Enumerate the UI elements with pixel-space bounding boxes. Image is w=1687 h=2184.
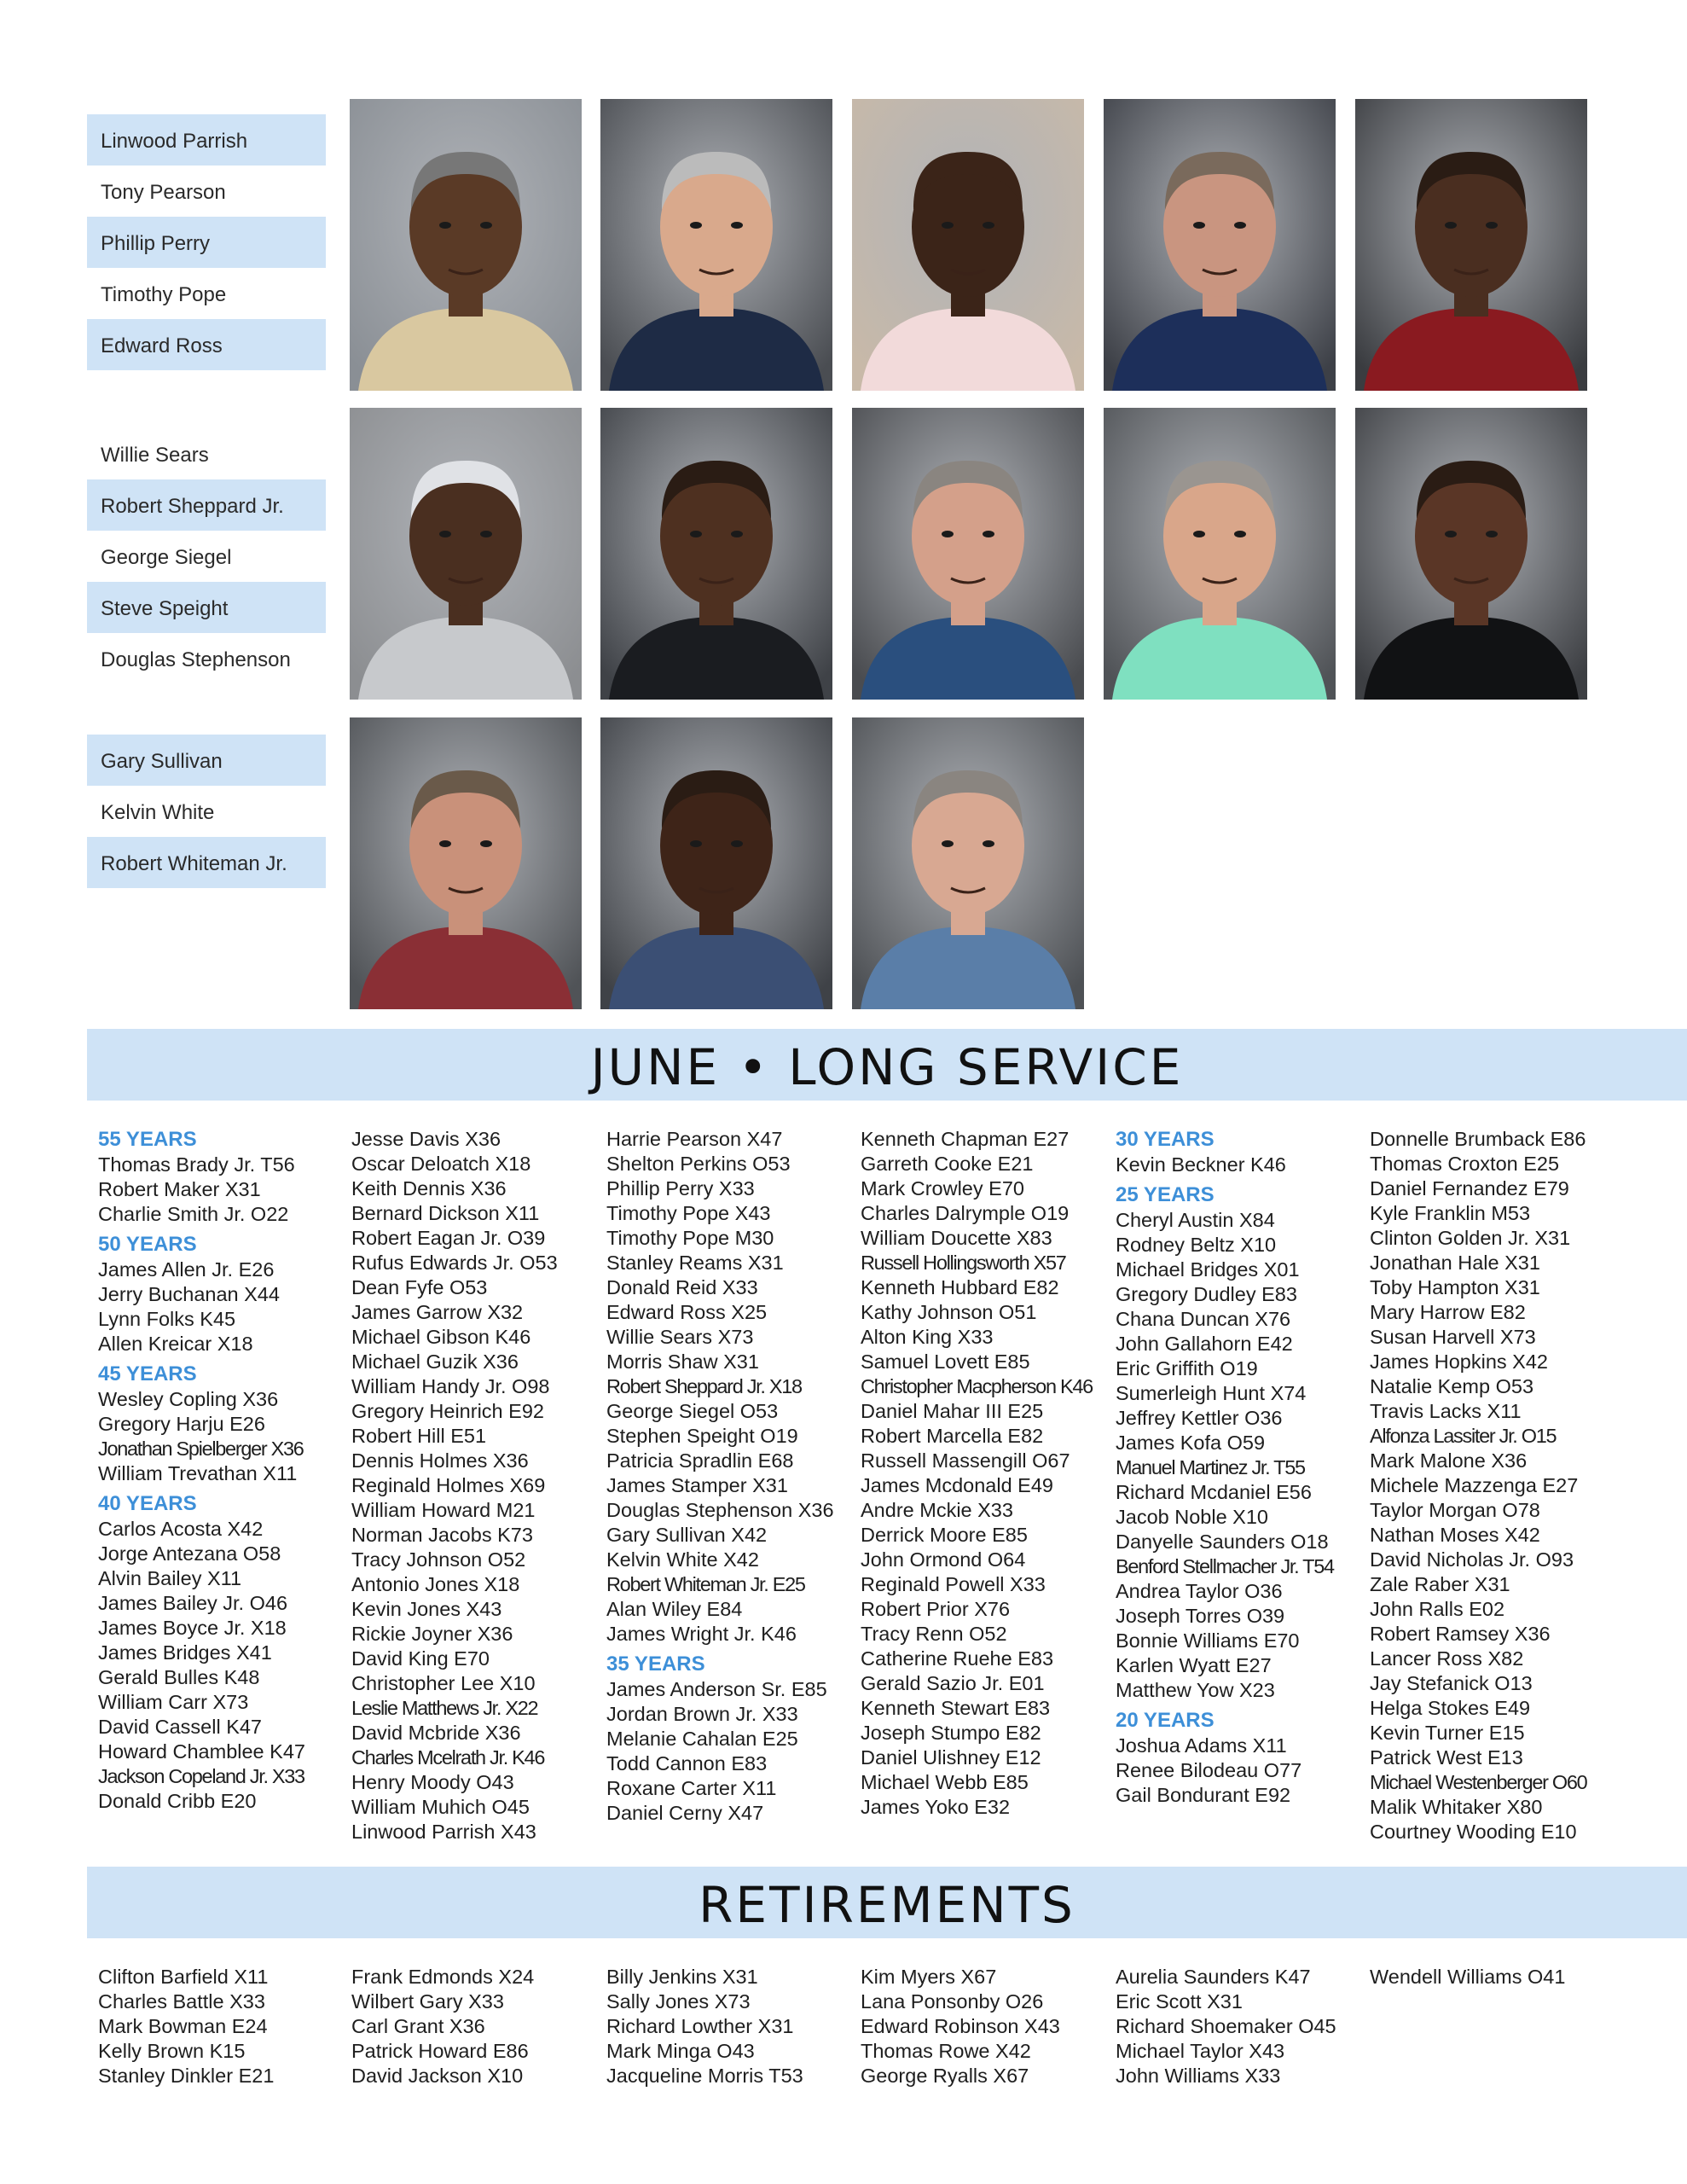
service-entry: William Muhich O45 — [351, 1796, 530, 1818]
years-heading: 45 YEARS — [98, 1362, 197, 1385]
service-entry: John Ormond O64 — [861, 1548, 1026, 1571]
service-entry: Sumerleigh Hunt X74 — [1116, 1382, 1307, 1404]
years-heading: 55 YEARS — [98, 1128, 197, 1151]
service-entry: Charles Battle X33 — [98, 1990, 265, 2013]
service-entry: Andrea Taylor O36 — [1116, 1580, 1283, 1602]
service-entry: Edward Ross X25 — [606, 1301, 768, 1323]
service-entry: Wesley Copling X36 — [98, 1388, 279, 1410]
service-entry: Timothy Pope X43 — [606, 1202, 771, 1224]
service-entry: Aurelia Saunders K47 — [1116, 1966, 1311, 1988]
years-heading: 25 YEARS — [1116, 1183, 1215, 1206]
employee-name: Timothy Pope — [101, 283, 227, 306]
service-entry: Michael Taylor X43 — [1116, 2040, 1285, 2062]
service-entry: Linwood Parrish X43 — [351, 1821, 536, 1843]
employee-name: George Siegel — [101, 546, 232, 569]
employee-portrait — [1355, 99, 1587, 391]
service-entry: Joshua Adams X11 — [1116, 1734, 1287, 1757]
service-entry: Kevin Beckner K46 — [1116, 1153, 1286, 1176]
service-entry: Robert Sheppard Jr. X18 — [606, 1375, 802, 1397]
service-entry: James Anderson Sr. E85 — [606, 1678, 827, 1700]
service-entry: Gregory Harju E26 — [98, 1413, 265, 1435]
service-entry: Toby Hampton X31 — [1370, 1276, 1540, 1298]
service-entry: Kevin Turner E15 — [1370, 1722, 1525, 1744]
service-entry: Joseph Stumpo E82 — [861, 1722, 1041, 1744]
service-entry: Tracy Johnson O52 — [351, 1548, 526, 1571]
employee-portrait — [852, 99, 1084, 391]
service-entry: Dennis Holmes X36 — [351, 1449, 529, 1472]
service-entry: James Wright Jr. K46 — [606, 1623, 797, 1645]
service-entry: Charlie Smith Jr. O22 — [98, 1203, 289, 1225]
service-entry: George Ryalls X67 — [861, 2065, 1029, 2087]
service-entry: Shelton Perkins O53 — [606, 1153, 791, 1175]
service-entry: Jeffrey Kettler O36 — [1116, 1407, 1283, 1429]
service-entry: Mark Minga O43 — [606, 2040, 755, 2062]
service-entry: David Jackson X10 — [351, 2065, 524, 2087]
name-column — [351, 1127, 599, 1844]
service-entry: Donald Cribb E20 — [98, 1790, 257, 1812]
service-entry: Robert Eagan Jr. O39 — [351, 1227, 546, 1249]
service-entry: Charles Dalrymple O19 — [861, 1202, 1070, 1224]
service-entry: Samuel Lovett E85 — [861, 1350, 1030, 1373]
name-list-row-1 — [87, 114, 326, 370]
service-entry: William Doucette X83 — [861, 1227, 1052, 1249]
years-heading: 40 YEARS — [98, 1492, 197, 1515]
service-entry: Jackson Copeland Jr. X33 — [98, 1765, 304, 1787]
service-entry: Keith Dennis X36 — [351, 1177, 507, 1199]
service-entry: Kathy Johnson O51 — [861, 1301, 1037, 1323]
service-entry: Leslie Matthews Jr. X22 — [351, 1697, 538, 1719]
service-entry: Robert Marcella E82 — [861, 1425, 1044, 1447]
employee-portrait — [1104, 408, 1336, 700]
service-entry: Todd Cannon E83 — [606, 1752, 768, 1774]
service-entry: William Handy Jr. O98 — [351, 1375, 550, 1397]
service-entry: Benford Stellmacher Jr. T54 — [1116, 1555, 1334, 1577]
service-entry: Thomas Brady Jr. T56 — [98, 1153, 295, 1176]
employee-portrait — [600, 408, 832, 700]
service-entry: Natalie Kemp O53 — [1370, 1375, 1534, 1397]
service-entry: Eric Scott X31 — [1116, 1990, 1243, 2013]
service-entry: Eric Griffith O19 — [1116, 1357, 1258, 1380]
service-entry: James Boyce Jr. X18 — [98, 1617, 287, 1639]
service-entry: Alvin Bailey X11 — [98, 1567, 242, 1589]
service-entry: Kenneth Stewart E83 — [861, 1697, 1051, 1719]
service-entry: Helga Stokes E49 — [1370, 1697, 1531, 1719]
service-entry: Stanley Reams X31 — [606, 1252, 784, 1274]
service-entry: Melanie Cahalan E25 — [606, 1728, 798, 1750]
service-entry: Robert Hill E51 — [351, 1425, 487, 1447]
service-entry: Frank Edmonds X24 — [351, 1966, 535, 1988]
service-entry: Carl Grant X36 — [351, 2015, 485, 2037]
service-entry: Christopher Macpherson K46 — [861, 1375, 1093, 1397]
service-entry: Dean Fyfe O53 — [351, 1276, 488, 1298]
employee-name: Robert Whiteman Jr. — [87, 837, 326, 888]
service-entry: Matthew Yow X23 — [1116, 1679, 1275, 1701]
service-entry: Jacob Noble X10 — [1116, 1506, 1268, 1528]
service-entry: Rickie Joyner X36 — [351, 1623, 513, 1645]
retirements-title: RETIREMENTS — [699, 1876, 1075, 1934]
service-entry: Kenneth Hubbard E82 — [861, 1276, 1059, 1298]
service-entry: Gregory Heinrich E92 — [351, 1400, 544, 1422]
service-entry: Michael Gibson K46 — [351, 1326, 531, 1348]
name-column — [1370, 1127, 1617, 1844]
employee-name: Kelvin White — [101, 801, 215, 824]
service-entry: Russell Massengill O67 — [861, 1449, 1070, 1472]
service-entry: Stanley Dinkler E21 — [98, 2065, 275, 2087]
service-entry: Garreth Cooke E21 — [861, 1153, 1034, 1175]
service-entry: Susan Harvell X73 — [1370, 1326, 1536, 1348]
service-entry: Richard Mcdaniel E56 — [1116, 1481, 1312, 1503]
service-entry: Alfonza Lassiter Jr. O15 — [1370, 1425, 1557, 1447]
service-entry: James Hopkins X42 — [1370, 1350, 1548, 1373]
years-heading: 35 YEARS — [606, 1653, 705, 1676]
service-entry: Robert Ramsey X36 — [1370, 1623, 1551, 1645]
service-entry: Bonnie Williams E70 — [1116, 1629, 1300, 1652]
service-entry: Jonathan Spielberger X36 — [98, 1438, 304, 1460]
service-entry: Gail Bondurant E92 — [1116, 1784, 1291, 1806]
service-entry: Michael Webb E85 — [861, 1771, 1029, 1793]
service-entry: Jacqueline Morris T53 — [606, 2065, 803, 2087]
name-column — [98, 1965, 345, 2088]
service-entry: Roxane Carter X11 — [606, 1777, 777, 1799]
service-entry: Bernard Dickson X11 — [351, 1202, 540, 1224]
service-entry: John Williams X33 — [1116, 2065, 1281, 2087]
service-entry: Taylor Morgan O78 — [1370, 1499, 1540, 1521]
service-entry: Daniel Fernandez E79 — [1370, 1177, 1569, 1199]
service-entry: Wilbert Gary X33 — [351, 1990, 504, 2013]
service-entry: Stephen Speight O19 — [606, 1425, 798, 1447]
service-entry: Patrick West E13 — [1370, 1746, 1523, 1769]
service-entry: Donald Reid X33 — [606, 1276, 758, 1298]
years-heading: 50 YEARS — [98, 1233, 197, 1256]
service-entry: Cheryl Austin X84 — [1116, 1209, 1275, 1231]
years-heading: 30 YEARS — [1116, 1128, 1215, 1151]
service-entry: Gerald Bulles K48 — [98, 1666, 260, 1688]
service-entry: Antonio Jones X18 — [351, 1573, 520, 1595]
employee-portrait — [600, 717, 832, 1009]
name-list-row-3 — [87, 735, 326, 888]
service-entry: Lancer Ross X82 — [1370, 1647, 1524, 1670]
service-entry: Reginald Holmes X69 — [351, 1474, 546, 1496]
service-entry: Daniel Mahar III E25 — [861, 1400, 1044, 1422]
employee-name: Tony Pearson — [101, 181, 226, 204]
service-entry: Kenneth Chapman E27 — [861, 1128, 1070, 1150]
service-entry: David Nicholas Jr. O93 — [1370, 1548, 1574, 1571]
service-entry: Derrick Moore E85 — [861, 1524, 1028, 1546]
service-entry: Kelly Brown K15 — [98, 2040, 246, 2062]
service-entry: Robert Maker X31 — [98, 1178, 261, 1200]
retirements-header — [87, 1867, 1687, 1938]
service-entry: Daniel Ulishney E12 — [861, 1746, 1041, 1769]
service-entry: Clinton Golden Jr. X31 — [1370, 1227, 1571, 1249]
service-entry: Alton King X33 — [861, 1326, 994, 1348]
service-entry: Willie Sears X73 — [606, 1326, 754, 1348]
service-entry: James Stamper X31 — [606, 1474, 788, 1496]
service-entry: David Cassell K47 — [98, 1716, 263, 1738]
employee-name: Willie Sears — [101, 444, 209, 467]
service-entry: Thomas Rowe X42 — [861, 2040, 1031, 2062]
service-entry: William Carr X73 — [98, 1691, 249, 1713]
name-column — [606, 1127, 854, 1826]
name-column — [351, 1965, 599, 2088]
service-entry: Courtney Wooding E10 — [1370, 1821, 1577, 1843]
service-entry: Michael Bridges X01 — [1116, 1258, 1300, 1281]
employee-portrait — [350, 99, 582, 391]
service-entry: Jesse Davis X36 — [351, 1128, 501, 1150]
service-entry: Rodney Beltz X10 — [1116, 1234, 1277, 1256]
employee-portrait — [350, 717, 582, 1009]
service-entry: Wendell Williams O41 — [1370, 1966, 1566, 1988]
service-entry: Malik Whitaker X80 — [1370, 1796, 1543, 1818]
service-entry: Alan Wiley E84 — [606, 1598, 743, 1620]
service-entry: Michael Westenberger O60 — [1370, 1771, 1587, 1793]
service-entry: Zale Raber X31 — [1370, 1573, 1510, 1595]
long-service-title: JUNE • LONG SERVICE — [590, 1038, 1184, 1096]
service-entry: James Garrow X32 — [351, 1301, 524, 1323]
service-entry: Renee Bilodeau O77 — [1116, 1759, 1302, 1781]
service-entry: Charles Mcelrath Jr. K46 — [351, 1746, 545, 1769]
service-entry: Travis Lacks X11 — [1370, 1400, 1522, 1422]
service-entry: Michael Guzik X36 — [351, 1350, 519, 1373]
name-column — [861, 1965, 1108, 2088]
service-entry: Richard Shoemaker O45 — [1116, 2015, 1336, 2037]
service-entry: Morris Shaw X31 — [606, 1350, 759, 1373]
service-entry: Mary Harrow E82 — [1370, 1301, 1526, 1323]
service-entry: James Bridges X41 — [98, 1641, 272, 1664]
service-entry: Edward Robinson X43 — [861, 2015, 1060, 2037]
service-entry: Mark Crowley E70 — [861, 1177, 1024, 1199]
service-entry: Billy Jenkins X31 — [606, 1966, 758, 1988]
service-entry: Richard Lowther X31 — [606, 2015, 794, 2037]
employee-name: Douglas Stephenson — [101, 648, 291, 671]
service-entry: Rufus Edwards Jr. O53 — [351, 1252, 558, 1274]
service-entry: Mark Malone X36 — [1370, 1449, 1528, 1472]
service-entry: Howard Chamblee K47 — [98, 1740, 305, 1763]
employee-name: Phillip Perry — [87, 217, 326, 268]
service-entry: John Ralls E02 — [1370, 1598, 1505, 1620]
employee-name: Robert Sheppard Jr. — [87, 479, 326, 531]
service-entry: Manuel Martinez Jr. T55 — [1116, 1456, 1305, 1478]
service-entry: Sally Jones X73 — [606, 1990, 751, 2013]
service-entry: Chana Duncan X76 — [1116, 1308, 1291, 1330]
name-column — [1116, 1127, 1363, 1808]
employee-name: Linwood Parrish — [87, 114, 326, 166]
service-entry: Tracy Renn O52 — [861, 1623, 1007, 1645]
service-entry: Kevin Jones X43 — [351, 1598, 502, 1620]
service-entry: Gerald Sazio Jr. E01 — [861, 1672, 1045, 1694]
service-entry: Daniel Cerny X47 — [606, 1802, 764, 1824]
service-entry: Gregory Dudley E83 — [1116, 1283, 1297, 1305]
service-entry: Norman Jacobs K73 — [351, 1524, 533, 1546]
name-column — [1116, 1965, 1363, 2088]
service-entry: Jordan Brown Jr. X33 — [606, 1703, 798, 1725]
service-entry: William Trevathan X11 — [98, 1462, 298, 1484]
employee-portrait — [1104, 99, 1336, 391]
service-entry: Lana Ponsonby O26 — [861, 1990, 1044, 2013]
service-entry: Jonathan Hale X31 — [1370, 1252, 1540, 1274]
service-entry: Henry Moody O43 — [351, 1771, 514, 1793]
service-entry: Robert Prior X76 — [861, 1598, 1011, 1620]
service-entry: Allen Kreicar X18 — [98, 1333, 253, 1355]
name-list-row-2 — [87, 428, 326, 684]
service-entry: James Kofa O59 — [1116, 1432, 1266, 1454]
name-column — [1370, 1965, 1617, 1989]
service-entry: Andre Mckie X33 — [861, 1499, 1013, 1521]
name-column — [98, 1127, 345, 1814]
service-entry: Reginald Powell X33 — [861, 1573, 1046, 1595]
employee-portrait — [852, 717, 1084, 1009]
service-entry: David Mcbride X36 — [351, 1722, 521, 1744]
service-entry: Kim Myers X67 — [861, 1966, 997, 1988]
service-entry: Jerry Buchanan X44 — [98, 1283, 280, 1305]
employee-portrait — [600, 99, 832, 391]
service-entry: Nathan Moses X42 — [1370, 1524, 1540, 1546]
name-column — [606, 1965, 854, 2088]
service-entry: Joseph Torres O39 — [1116, 1605, 1285, 1627]
service-entry: James Yoko E32 — [861, 1796, 1011, 1818]
service-entry: Harrie Pearson X47 — [606, 1128, 783, 1150]
service-entry: Christopher Lee X10 — [351, 1672, 536, 1694]
service-entry: Danyelle Saunders O18 — [1116, 1531, 1329, 1553]
service-entry: Patrick Howard E86 — [351, 2040, 529, 2062]
service-entry: Michele Mazzenga E27 — [1370, 1474, 1579, 1496]
service-entry: James Mcdonald E49 — [861, 1474, 1053, 1496]
service-entry: Thomas Croxton E25 — [1370, 1153, 1560, 1175]
service-entry: David King E70 — [351, 1647, 490, 1670]
service-entry: Patricia Spradlin E68 — [606, 1449, 794, 1472]
service-entry: Robert Whiteman Jr. E25 — [606, 1573, 805, 1595]
service-entry: Jay Stefanick O13 — [1370, 1672, 1533, 1694]
employee-name: Edward Ross — [87, 319, 326, 370]
employee-name: Steve Speight — [87, 582, 326, 633]
service-entry: Donnelle Brumback E86 — [1370, 1128, 1586, 1150]
service-entry: George Siegel O53 — [606, 1400, 779, 1422]
service-entry: John Gallahorn E42 — [1116, 1333, 1293, 1355]
service-entry: Gary Sullivan X42 — [606, 1524, 768, 1546]
service-entry: James Allen Jr. E26 — [98, 1258, 275, 1281]
service-entry: Jorge Antezana O58 — [98, 1542, 281, 1565]
service-entry: James Bailey Jr. O46 — [98, 1592, 288, 1614]
service-entry: Mark Bowman E24 — [98, 2015, 268, 2037]
employee-portrait — [1355, 408, 1587, 700]
employee-portrait — [852, 408, 1084, 700]
service-entry: Clifton Barfield X11 — [98, 1966, 269, 1988]
years-heading: 20 YEARS — [1116, 1709, 1215, 1732]
service-entry: Karlen Wyatt E27 — [1116, 1654, 1272, 1676]
service-entry: William Howard M21 — [351, 1499, 536, 1521]
long-service-header — [87, 1029, 1687, 1101]
employee-portrait — [350, 408, 582, 700]
service-entry: Lynn Folks K45 — [98, 1308, 236, 1330]
service-entry: Catherine Ruehe E83 — [861, 1647, 1054, 1670]
service-entry: Phillip Perry X33 — [606, 1177, 755, 1199]
service-entry: Carlos Acosta X42 — [98, 1518, 264, 1540]
service-entry: Russell Hollingsworth X57 — [861, 1252, 1066, 1274]
service-entry: Oscar Deloatch X18 — [351, 1153, 531, 1175]
name-column — [861, 1127, 1108, 1820]
service-entry: Kyle Franklin M53 — [1370, 1202, 1531, 1224]
service-entry: Douglas Stephenson X36 — [606, 1499, 834, 1521]
service-entry: Timothy Pope M30 — [606, 1227, 774, 1249]
employee-name: Gary Sullivan — [87, 735, 326, 786]
service-entry: Kelvin White X42 — [606, 1548, 759, 1571]
